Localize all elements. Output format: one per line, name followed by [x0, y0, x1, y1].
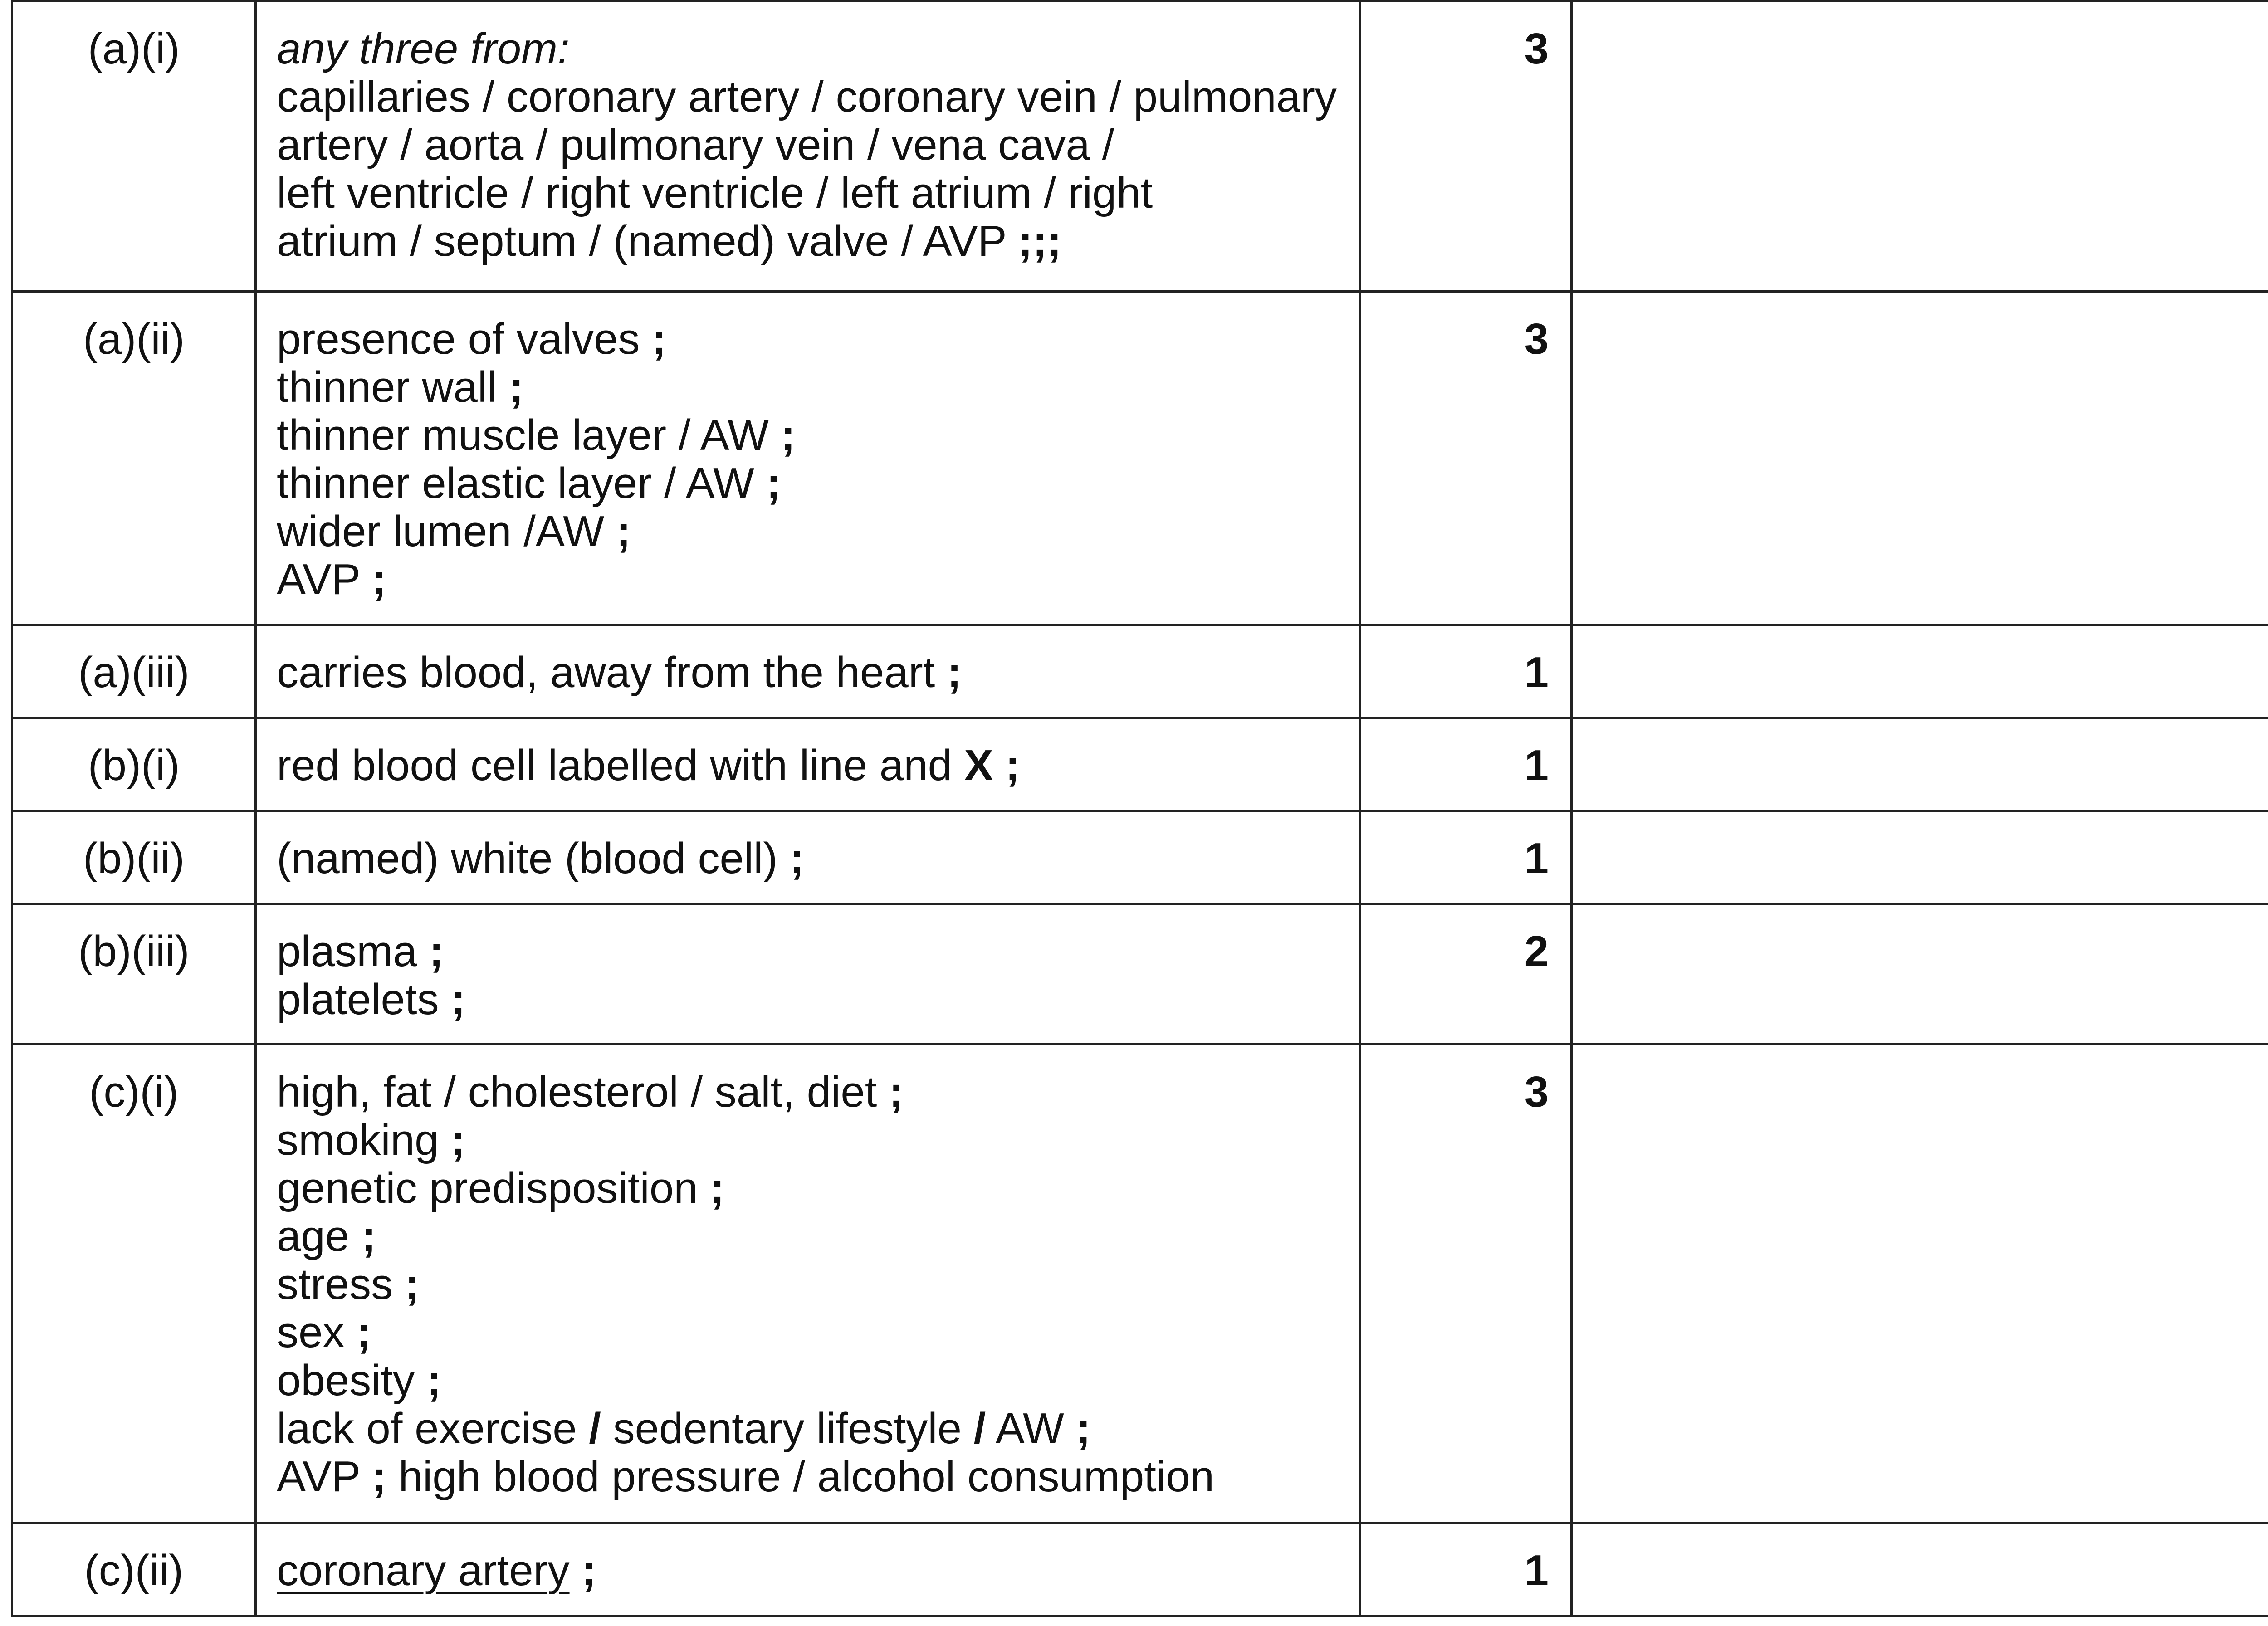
marks-cell: 1 [1360, 718, 1572, 811]
mark-semicolon: ; [371, 555, 386, 604]
mark-semicolon: ; [426, 1356, 441, 1405]
answer-text: presence of valves [277, 315, 640, 363]
table-row [12, 904, 2268, 1045]
answer-line [277, 1357, 1350, 1405]
mark-semicolon: ; [451, 975, 466, 1024]
marks-cell: 3 [1360, 1, 1572, 292]
answer-text: thinner wall [277, 363, 497, 411]
answer-line [277, 742, 1350, 790]
mark-semicolon: ; [405, 1260, 420, 1309]
answer-cell [256, 1, 1360, 292]
answer-line [277, 315, 1350, 363]
mark-semicolon: ; [652, 315, 667, 363]
answer-text: AW [995, 1404, 1064, 1453]
guidance-cell [1572, 1045, 2268, 1523]
question-part: (a)(ii) [12, 292, 256, 625]
mark-semicolon: ; [1005, 741, 1020, 790]
mark-semicolon: ; [582, 1546, 596, 1595]
answer-cell [256, 1045, 1360, 1523]
question-part: (a)(iii) [12, 625, 256, 718]
answer-line [277, 217, 1350, 265]
answer-line [277, 1405, 1350, 1453]
answer-line [277, 556, 1350, 604]
guidance-cell [1572, 811, 2268, 904]
answer-cell [256, 292, 1360, 625]
answer-cell [256, 718, 1360, 811]
answer-text: lack of exercise [277, 1404, 577, 1453]
mark-semicolon: ; [451, 1116, 466, 1164]
mark-semicolon: ; [766, 459, 781, 508]
table-row [12, 292, 2268, 625]
marks-cell: 3 [1360, 1045, 1572, 1523]
question-part: (c)(i) [12, 1045, 256, 1523]
mark-semicolon: ; [429, 927, 444, 976]
guidance-cell [1572, 904, 2268, 1045]
mark-semicolon: ; [781, 411, 796, 459]
separator: / [589, 1404, 601, 1453]
answer-cell [256, 811, 1360, 904]
question-part: (b)(ii) [12, 811, 256, 904]
answer-intro: any three from: [277, 24, 570, 73]
mark-semicolon: ; [710, 1164, 725, 1212]
marks-cell: 1 [1360, 811, 1572, 904]
answer-line: left ventricle / right ventricle / left atrium / right [277, 169, 1153, 217]
mark-semicolon: ; [889, 1068, 904, 1116]
answer-cell [256, 625, 1360, 718]
answer-line [277, 1068, 1350, 1116]
answer-line [277, 928, 1350, 976]
answer-text: smoking [277, 1116, 439, 1164]
answer-text: (named) white (blood cell) [277, 834, 778, 883]
answer-text: age [277, 1212, 350, 1260]
answer-text: platelets [277, 975, 439, 1024]
answer-text: thinner muscle layer / AW [277, 411, 769, 459]
answer-text: red blood cell labelled with line and [277, 741, 952, 790]
answer-text: sex [277, 1308, 345, 1357]
answer-text: thinner elastic layer / AW [277, 459, 754, 508]
answer-text: wider lumen /AW [277, 507, 604, 556]
underlined-answer: coronary artery [277, 1546, 570, 1595]
marks-cell: 1 [1360, 625, 1572, 718]
mark-semicolon: ; [361, 1212, 376, 1260]
marks-cell: 3 [1360, 292, 1572, 625]
answer-line: artery / aorta / pulmonary vein / vena cava / [277, 121, 1114, 169]
guidance-cell [1572, 718, 2268, 811]
answer-text: carries blood, away from the heart [277, 648, 935, 697]
answer-line [277, 1547, 1350, 1595]
answer-text: plasma [277, 927, 417, 976]
mark-semicolon: ; [947, 648, 962, 697]
answer-line [277, 508, 1350, 556]
answer-line [277, 1260, 1350, 1309]
answer-text: AVP [277, 555, 360, 604]
answer-line [277, 1309, 1350, 1357]
mark-scheme-table [11, 0, 2268, 1617]
table-row [12, 1, 2268, 292]
answer-line: capillaries / coronary artery / coronary vein / pulmonary [277, 73, 1337, 121]
mark-semicolons: ;;; [1018, 217, 1062, 265]
guidance-cell [1572, 625, 2268, 718]
marks-cell: 2 [1360, 904, 1572, 1045]
mark-semicolon: ; [509, 363, 524, 411]
question-part: (a)(i) [12, 1, 256, 292]
marks-cell: 1 [1360, 1523, 1572, 1616]
guidance-cell [1572, 1, 2268, 292]
answer-line [277, 1116, 1350, 1164]
guidance-cell [1572, 1523, 2268, 1616]
answer-cell [256, 1523, 1360, 1616]
table-row [12, 1523, 2268, 1616]
mark-semicolon: ; [616, 507, 631, 556]
answer-text: atrium / septum / (named) valve / AVP [277, 217, 1006, 265]
guidance-cell [1572, 292, 2268, 625]
mark-semicolon: ; [1076, 1404, 1091, 1453]
answer-text: high blood pressure / alcohol consumption [398, 1452, 1214, 1501]
answer-text: AVP [277, 1452, 360, 1501]
answer-line [277, 976, 1350, 1024]
answer-line [277, 363, 1350, 411]
question-part: (c)(ii) [12, 1523, 256, 1616]
answer-line [277, 1164, 1350, 1212]
table-row [12, 811, 2268, 904]
answer-line [277, 835, 1350, 883]
answer-line [277, 1453, 1350, 1501]
separator: / [973, 1404, 986, 1453]
answer-text: stress [277, 1260, 393, 1309]
answer-text: sedentary lifestyle [613, 1404, 962, 1453]
answer-text: genetic predisposition [277, 1164, 698, 1212]
answer-text: obesity [277, 1356, 415, 1405]
answer-line [277, 411, 1350, 459]
table-row [12, 718, 2268, 811]
question-part: (b)(i) [12, 718, 256, 811]
label-x: X [964, 741, 993, 790]
answer-text: high, fat / cholesterol / salt, diet [277, 1068, 877, 1116]
mark-semicolon: ; [357, 1308, 371, 1357]
answer-line [277, 1212, 1350, 1260]
question-part: (b)(iii) [12, 904, 256, 1045]
table-row [12, 625, 2268, 718]
mark-semicolon: ; [790, 834, 805, 883]
table-row [12, 1045, 2268, 1523]
answer-cell [256, 904, 1360, 1045]
answer-line [277, 649, 1350, 697]
mark-semicolon: ; [371, 1452, 386, 1501]
answer-line [277, 459, 1350, 508]
